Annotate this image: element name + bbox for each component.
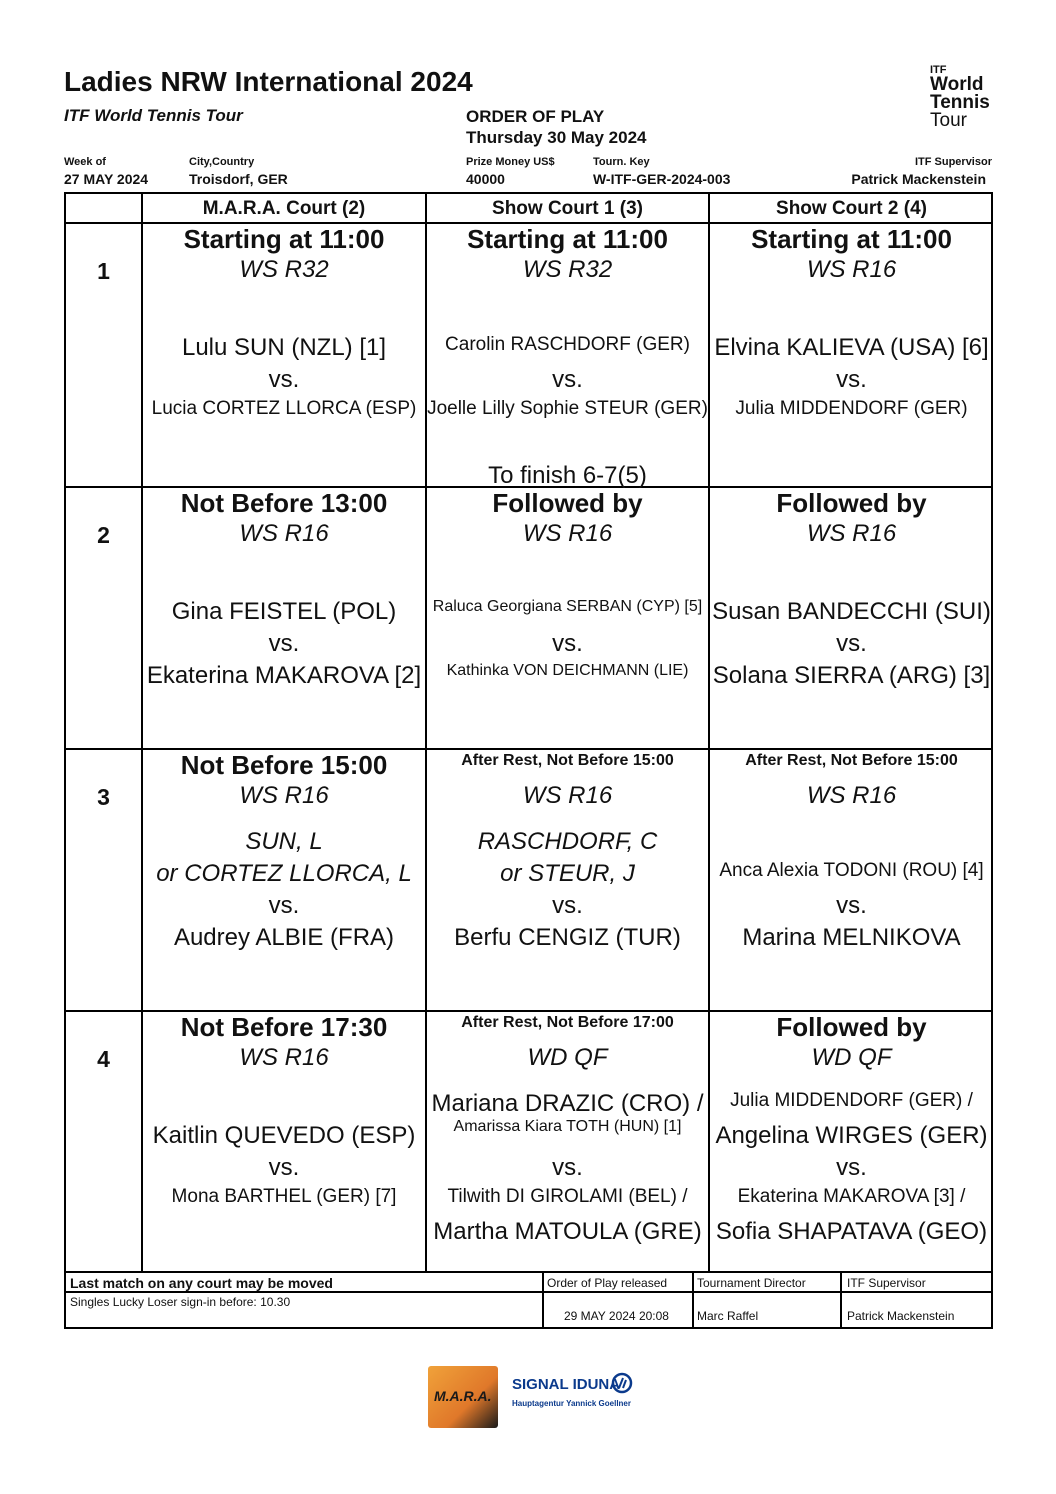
footer-divider bbox=[542, 1273, 544, 1327]
signal-iduna-text: SIGNAL IDUNA bbox=[512, 1376, 621, 1393]
match-cell bbox=[427, 488, 708, 748]
versus-label: vs. bbox=[268, 892, 300, 919]
match-start-time: After Rest, Not Before 15:00 bbox=[461, 752, 674, 769]
match-round: SUN, L bbox=[245, 828, 323, 855]
match-round: WD QF bbox=[811, 1044, 892, 1071]
match-cell bbox=[143, 750, 425, 1010]
city-label: City,Country bbox=[189, 156, 255, 168]
player-name: Martha MATOULA (GRE) bbox=[433, 1218, 702, 1245]
released-label: Order of Play released bbox=[547, 1276, 668, 1290]
footer-note-last-match: Last match on any court may be moved bbox=[70, 1275, 333, 1291]
versus-label: vs. bbox=[268, 366, 300, 393]
match-cell bbox=[143, 1012, 425, 1272]
week-value: 27 MAY 2024 bbox=[64, 171, 149, 187]
match-round: or STEUR, J bbox=[500, 860, 635, 887]
tournament-key-value: W-ITF-GER-2024-003 bbox=[593, 171, 731, 187]
match-cell bbox=[710, 1012, 993, 1272]
footer-divider bbox=[544, 1291, 991, 1293]
player-name: Berfu CENGIZ (TUR) bbox=[454, 924, 681, 951]
released-value: 29 MAY 2024 20:08 bbox=[564, 1309, 669, 1323]
row-number: 1 bbox=[97, 258, 110, 284]
court-header-mara: M.A.R.A. Court (2) bbox=[202, 198, 366, 219]
footer-note-lucky-loser: Singles Lucky Loser sign-in before: 10.30 bbox=[70, 1295, 291, 1309]
player-name: Joelle Lilly Sophie STEUR (GER) bbox=[427, 398, 708, 419]
order-of-play-grid bbox=[64, 192, 993, 1273]
player-name: Tilwith DI GIROLAMI (BEL) / bbox=[447, 1186, 688, 1207]
versus-label: vs. bbox=[552, 366, 583, 393]
player-name: Sofia SHAPATAVA (GEO) bbox=[715, 1218, 988, 1245]
versus-label: vs. bbox=[836, 892, 867, 919]
versus-label: vs. bbox=[552, 892, 583, 919]
player-name: Angelina WIRGES (GER) bbox=[715, 1122, 988, 1149]
match-round: or CORTEZ LLORCA, L bbox=[156, 860, 412, 887]
match-start-time: Not Before 13:00 bbox=[180, 488, 388, 518]
sponsor-logos bbox=[428, 1366, 638, 1428]
player-name: Ekaterina MAKAROVA [2] bbox=[146, 662, 422, 689]
city-value: Troisdorf, GER bbox=[189, 171, 288, 187]
match-cell bbox=[427, 224, 708, 489]
logo-line-world: World bbox=[930, 74, 984, 95]
player-name: Marina MELNIKOVA bbox=[742, 924, 961, 951]
match-round: WS R16 bbox=[239, 1044, 329, 1071]
match-start-time: Followed by bbox=[776, 488, 927, 518]
match-round: WS R16 bbox=[806, 782, 897, 809]
player-name: Amarissa Kiara TOTH (HUN) [1] bbox=[453, 1118, 682, 1135]
match-cell bbox=[710, 224, 993, 486]
match-start-time: Starting at 11:00 bbox=[751, 224, 952, 254]
match-cell bbox=[427, 1012, 708, 1272]
player-name: Mariana DRAZIC (CRO) / bbox=[431, 1090, 704, 1117]
match-round: WS R16 bbox=[522, 520, 613, 547]
prize-label: Prize Money US$ bbox=[466, 156, 555, 168]
player-name: Lucia CORTEZ LLORCA (ESP) bbox=[151, 398, 417, 419]
footer-divider bbox=[66, 1291, 544, 1293]
match-round: WS R16 bbox=[239, 520, 329, 547]
mara-logo-text: M.A.R.A. bbox=[434, 1388, 492, 1404]
player-name: Susan BANDECCHI (SUI) bbox=[712, 598, 991, 625]
match-cell bbox=[143, 224, 425, 486]
match-round: WS R16 bbox=[806, 520, 897, 547]
versus-label: vs. bbox=[836, 1154, 867, 1181]
match-round: WS R16 bbox=[806, 256, 897, 283]
tournament-title: Ladies NRW International 2024 bbox=[64, 66, 473, 97]
footer-divider bbox=[692, 1273, 694, 1327]
player-name: Carolin RASCHDORF (GER) bbox=[445, 334, 690, 355]
director-label: Tournament Director bbox=[697, 1276, 806, 1290]
player-name: Gina FEISTEL (POL) bbox=[171, 598, 397, 625]
player-name: Solana SIERRA (ARG) [3] bbox=[712, 662, 991, 689]
player-name: Kathinka VON DEICHMANN (LIE) bbox=[446, 662, 689, 679]
order-of-play-label: ORDER OF PLAY bbox=[466, 107, 605, 126]
tour-subtitle: ITF World Tennis Tour bbox=[64, 106, 243, 125]
logo-tour-text: Tour bbox=[930, 110, 967, 131]
prize-value: 40000 bbox=[466, 171, 505, 187]
versus-label: vs. bbox=[268, 1154, 300, 1181]
player-name: Mona BARTHEL (GER) [7] bbox=[171, 1186, 397, 1207]
supervisor-label: ITF Supervisor bbox=[914, 156, 992, 168]
mara-logo bbox=[428, 1366, 498, 1428]
footer-supervisor-label: ITF Supervisor bbox=[847, 1276, 926, 1290]
court-header-show-court-1: Show Court 1 (3) bbox=[492, 198, 643, 219]
footer-divider bbox=[840, 1273, 842, 1327]
player-name: Audrey ALBIE (FRA) bbox=[173, 924, 395, 951]
director-value: Marc Raffel bbox=[697, 1309, 759, 1323]
match-round: WD QF bbox=[527, 1044, 608, 1071]
match-start-time: Followed by bbox=[492, 488, 643, 518]
week-label: Week of bbox=[64, 156, 106, 168]
versus-label: vs. bbox=[268, 630, 300, 657]
match-cell bbox=[710, 488, 993, 748]
match-start-time: After Rest, Not Before 15:00 bbox=[745, 752, 958, 769]
row-number: 4 bbox=[97, 1046, 110, 1072]
footer-supervisor-value: Patrick Mackenstein bbox=[847, 1309, 955, 1323]
match-start-time: Followed by bbox=[776, 1012, 927, 1042]
logo-itf-text: ITF bbox=[930, 64, 947, 76]
player-name: Julia MIDDENDORF (GER) bbox=[735, 398, 968, 419]
match-start-time: Starting at 11:00 bbox=[467, 224, 668, 254]
row-number: 3 bbox=[97, 784, 110, 810]
match-start-time: Starting at 11:00 bbox=[183, 224, 385, 254]
order-of-play-heading bbox=[466, 106, 646, 148]
footer-table bbox=[64, 1273, 993, 1329]
logo-world-tennis-text bbox=[930, 76, 990, 112]
match-round: RASCHDORF, C bbox=[477, 828, 658, 855]
player-name: Julia MIDDENDORF (GER) / bbox=[730, 1090, 973, 1111]
player-name: Lulu SUN (NZL) [1] bbox=[181, 334, 387, 361]
match-cell bbox=[710, 750, 993, 1010]
versus-label: vs. bbox=[552, 1154, 583, 1181]
tournament-key-label: Tourn. Key bbox=[593, 156, 650, 168]
court-header-show-court-2: Show Court 2 (4) bbox=[776, 198, 927, 219]
itf-world-tennis-tour-logo bbox=[916, 64, 1006, 134]
player-name: Ekaterina MAKAROVA [3] / bbox=[737, 1186, 966, 1207]
play-date: Thursday 30 May 2024 bbox=[466, 128, 647, 147]
agency-text: Hauptagentur Yannick Goellner bbox=[512, 1399, 631, 1408]
player-name: Kaitlin QUEVEDO (ESP) bbox=[152, 1122, 416, 1149]
player-name: Elvina KALIEVA (USA) [6] bbox=[714, 334, 989, 361]
signal-iduna-icon bbox=[611, 1372, 633, 1394]
versus-label: vs. bbox=[836, 366, 867, 393]
versus-label: vs. bbox=[836, 630, 867, 657]
match-round: WS R32 bbox=[239, 256, 329, 283]
match-cell bbox=[427, 750, 708, 1010]
player-name: Anca Alexia TODONI (ROU) [4] bbox=[719, 860, 984, 881]
logo-line-tennis: Tennis bbox=[930, 92, 990, 113]
player-name: Raluca Georgiana SERBAN (CYP) [5] bbox=[432, 598, 703, 615]
match-cell bbox=[143, 488, 425, 748]
match-round: WS R32 bbox=[522, 256, 613, 283]
row-number: 2 bbox=[97, 522, 110, 548]
player-name: To finish 6-7(5) bbox=[488, 462, 647, 489]
match-round: WS R16 bbox=[522, 782, 613, 809]
supervisor-value: Patrick Mackenstein bbox=[851, 171, 986, 187]
versus-label: vs. bbox=[552, 630, 583, 657]
match-round: WS R16 bbox=[239, 782, 329, 809]
match-start-time: After Rest, Not Before 17:00 bbox=[461, 1014, 674, 1031]
match-start-time: Not Before 17:30 bbox=[180, 1012, 388, 1042]
match-start-time: Not Before 15:00 bbox=[180, 750, 388, 780]
